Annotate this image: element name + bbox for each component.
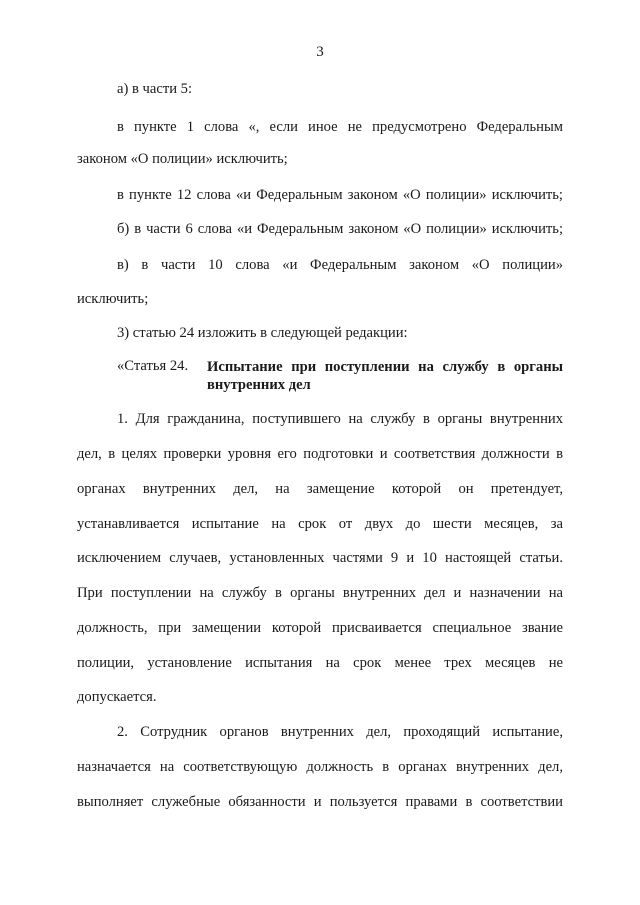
text-line: а) в части 5: — [117, 81, 193, 97]
text-line: исключить; — [77, 291, 149, 307]
article-title — [207, 358, 563, 394]
paragraph-1-line: полиции, установление испытания на срок менее трех месяцев не — [77, 655, 563, 671]
paragraph-2-line: 2. Сотрудник органов внутренних дел, проходящий испытание, — [117, 724, 563, 740]
text-line: в пункте 12 слова «и Федеральным законом «О полиции» исключить; — [117, 187, 563, 203]
text-line: 3) статью 24 изложить в следующей редакции: — [117, 325, 408, 341]
text-line: в пункте 1 слова «, если иное не предусмотрено Федеральным — [117, 119, 563, 135]
paragraph-2-line: назначается на соответствующую должность в органах внутренних дел, — [77, 759, 563, 775]
paragraph-1-line: исключением случаев, установленных частями 9 и 10 настоящей статьи. — [77, 550, 563, 566]
paragraph-1-line: допускается. — [77, 689, 157, 705]
text-line: законом «О полиции» исключить; — [77, 151, 288, 167]
paragraph-1-line: При поступлении на службу в органы внутренних дел и назначении на — [77, 585, 563, 601]
text-line: в) в части 10 слова «и Федеральным законом «О полиции» — [117, 257, 563, 273]
text-line: б) в части 6 слова «и Федеральным законом «О полиции» исключить; — [117, 221, 563, 237]
article-label: «Статья 24. — [117, 358, 189, 374]
paragraph-1-line: устанавливается испытание на срок от двух до шести месяцев, за — [77, 516, 563, 532]
article-title-line: внутренних дел — [207, 377, 311, 393]
paragraph-1-line: органах внутренних дел, на замещение которой он претендует, — [77, 481, 563, 497]
paragraph-1-line: 1. Для гражданина, поступившего на службу в органы внутренних — [117, 411, 563, 427]
page-number: 3 — [316, 44, 324, 60]
paragraph-1-line: дел, в целях проверки уровня его подготовки и соответствия должности в — [77, 446, 563, 462]
article-title-line: Испытание при поступлении на службу в органы — [207, 359, 563, 375]
paragraph-1-line: должность, при замещении которой присваивается специальное звание — [77, 620, 563, 636]
paragraph-2-line: выполняет служебные обязанности и пользуется правами в соответствии — [77, 794, 563, 810]
